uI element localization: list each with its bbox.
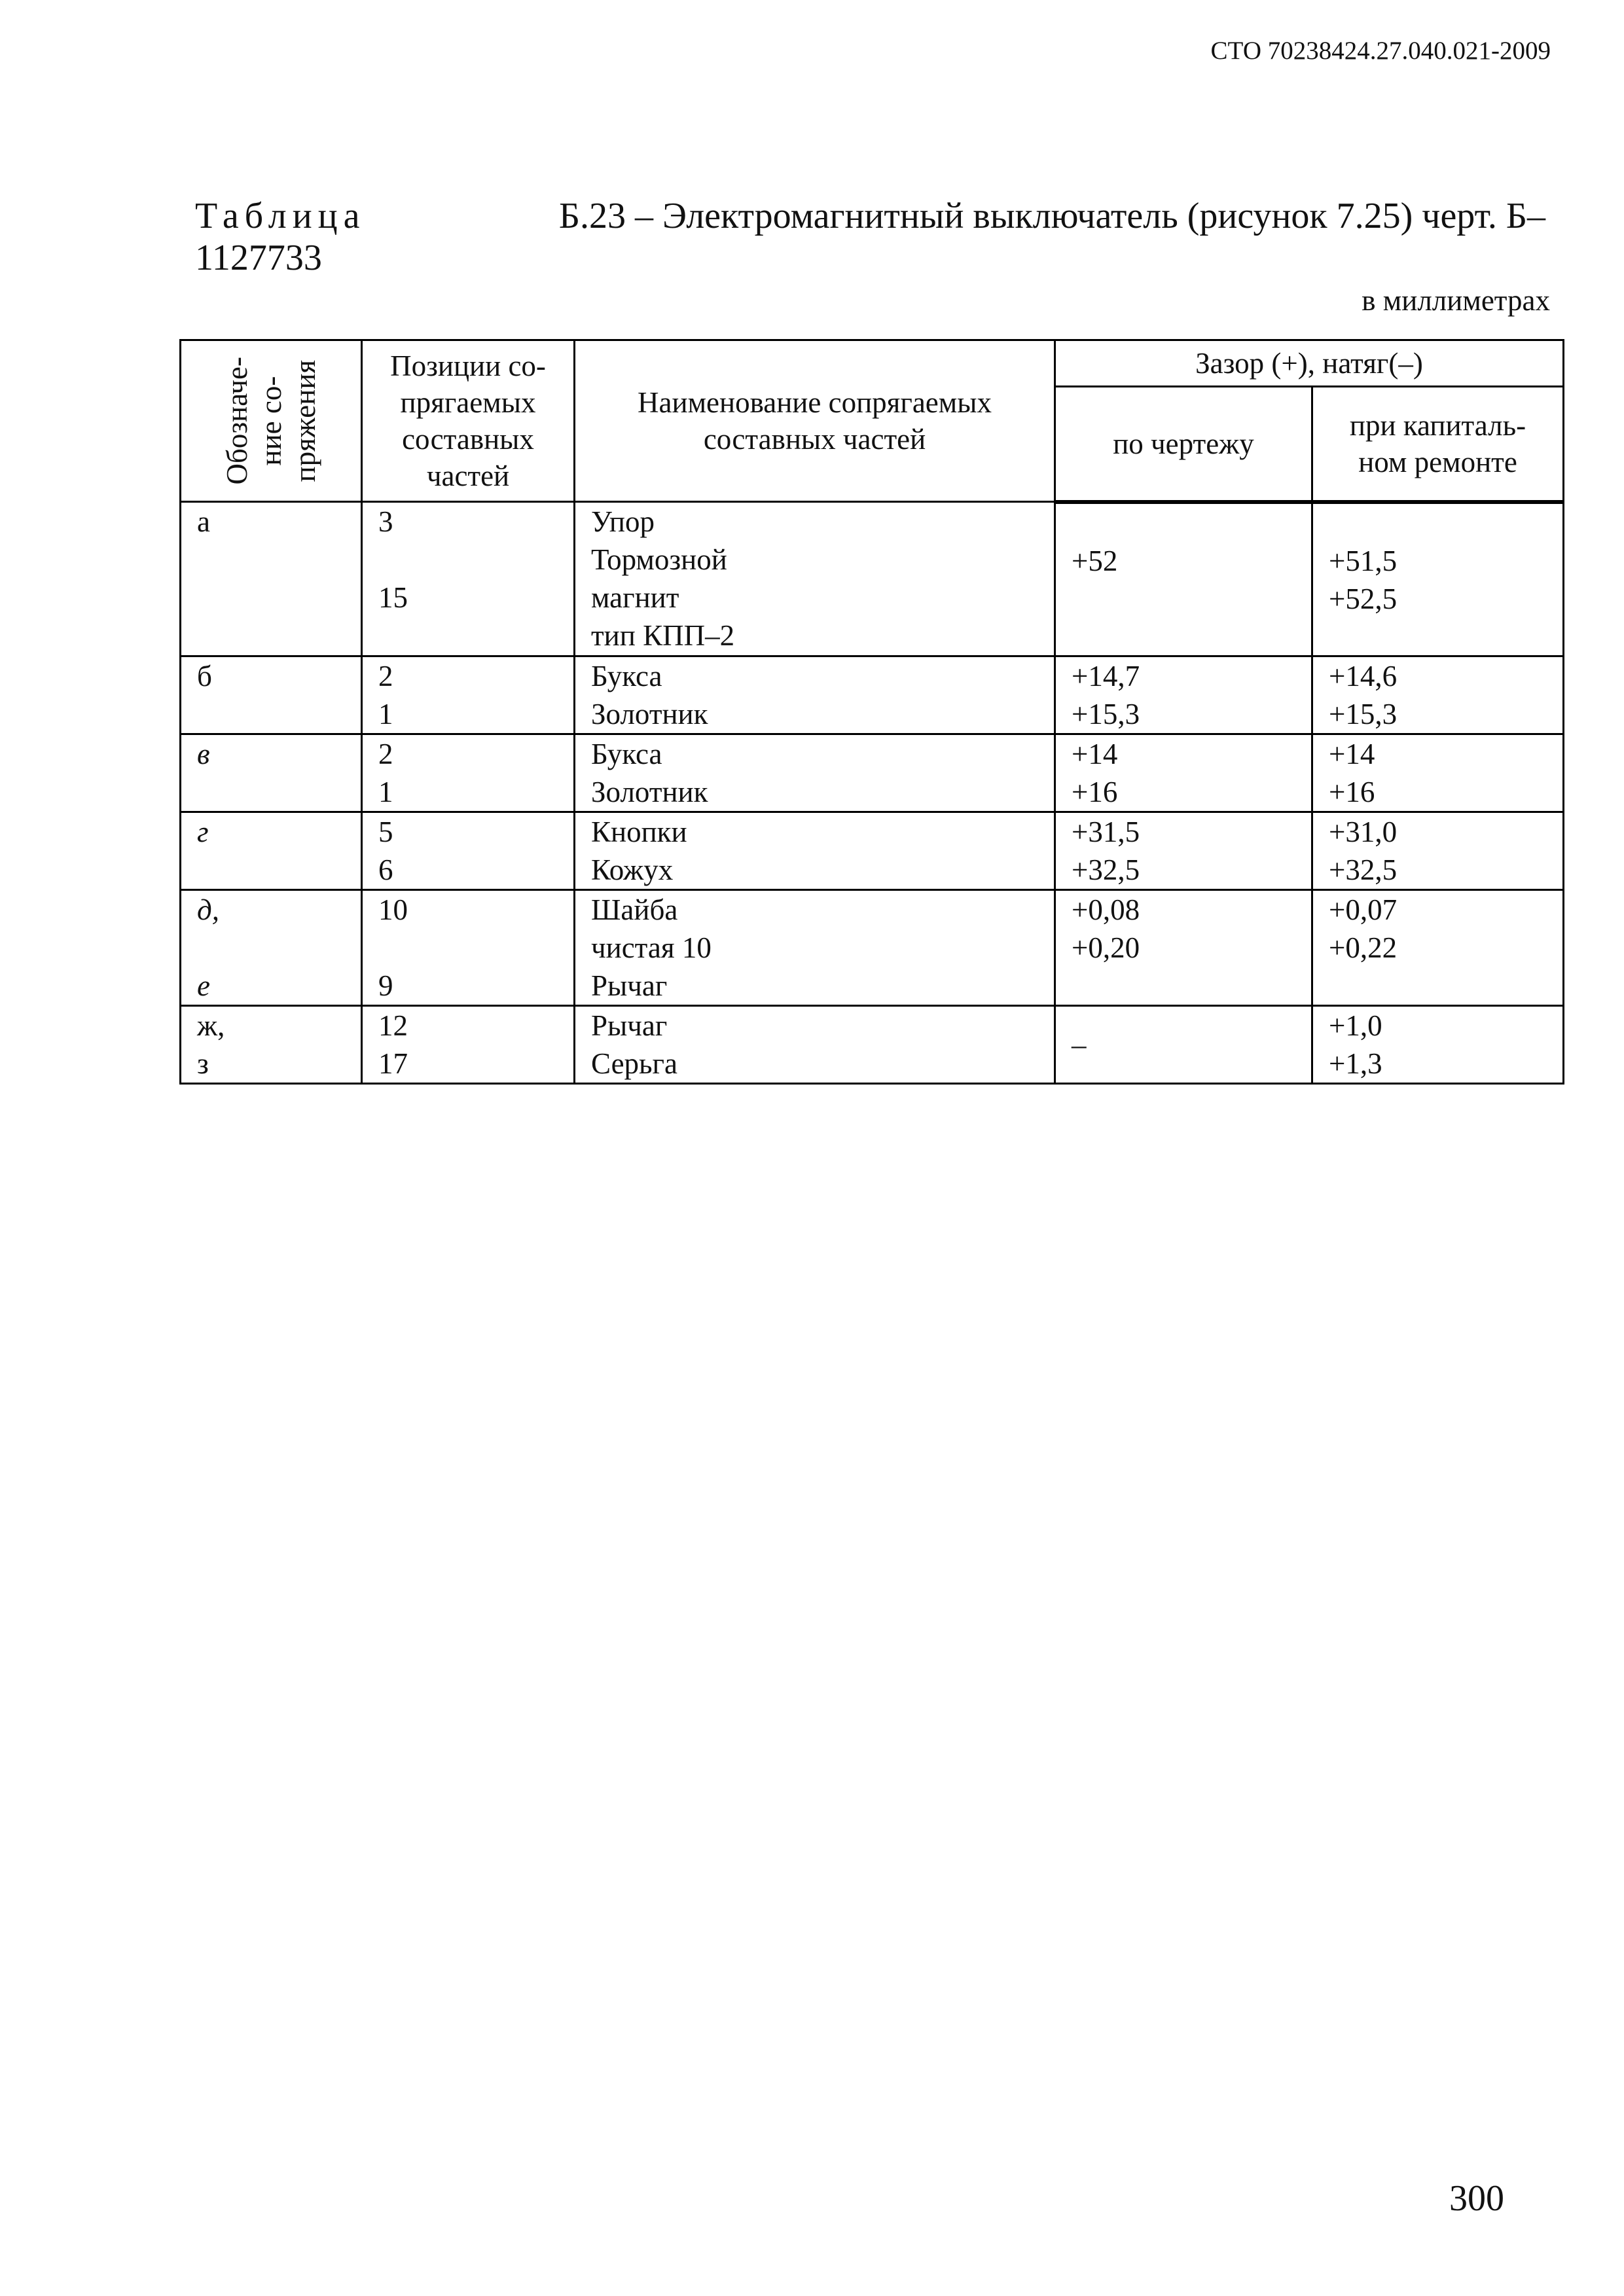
cell-designation: б xyxy=(181,656,362,734)
cell-designation: в xyxy=(181,734,362,812)
header-gap-group: Зазор (+), натяг(–) xyxy=(1055,340,1564,387)
cell-overhaul: +14,6 +15,3 xyxy=(1312,656,1564,734)
cell-by-drawing: +0,08 +0,20 xyxy=(1055,890,1312,1006)
cell-overhaul: +14 +16 xyxy=(1312,734,1564,812)
table-row xyxy=(181,890,1564,1006)
cell-overhaul: +31,0 +32,5 xyxy=(1312,812,1564,890)
cell-by-drawing: +14,7 +15,3 xyxy=(1055,656,1312,734)
cell-designation: г xyxy=(181,812,362,890)
cell-designation: а xyxy=(181,502,362,656)
table-row xyxy=(181,1006,1564,1084)
dimensions-table xyxy=(179,339,1564,1085)
table-caption xyxy=(195,195,1545,279)
header-overhaul: при капиталь- ном ремонте xyxy=(1312,387,1564,502)
cell-positions: 10 9 xyxy=(362,890,575,1006)
table-row xyxy=(181,734,1564,812)
cell-designation: д, е xyxy=(181,890,362,1006)
cell-overhaul: +1,0 +1,3 xyxy=(1312,1006,1564,1084)
cell-overhaul: +51,5 +52,5 xyxy=(1312,502,1564,656)
caption-title-continued: 1127733 xyxy=(195,238,322,278)
cell-by-drawing: +14 +16 xyxy=(1055,734,1312,812)
cell-name: Шайба чистая 10 Рычаг xyxy=(575,890,1055,1006)
cell-designation: ж, з xyxy=(181,1006,362,1084)
cell-name: Рычаг Серьга xyxy=(575,1006,1055,1084)
caption-title: Б.23 – Электромагнитный выключатель (рисунок 7.25) черт. Б– xyxy=(558,196,1545,236)
cell-name: Упор Тормозной магнит тип КПП–2 xyxy=(575,502,1055,656)
cell-name: Букса Золотник xyxy=(575,656,1055,734)
table-row xyxy=(181,812,1564,890)
caption-label: Таблица xyxy=(195,196,366,236)
header-positions: Позиции со- прягаемых составных частей xyxy=(362,340,575,502)
header-by-drawing: по чертежу xyxy=(1055,387,1312,502)
table-row xyxy=(181,502,1564,656)
cell-by-drawing: +52 xyxy=(1055,502,1312,656)
header-designation: Обозначе- ние со- пряжения xyxy=(181,340,362,502)
document-code: СТО 70238424.27.040.021-2009 xyxy=(1210,37,1551,65)
cell-by-drawing: – xyxy=(1055,1006,1312,1084)
cell-overhaul: +0,07 +0,22 xyxy=(1312,890,1564,1006)
cell-name: Кнопки Кожух xyxy=(575,812,1055,890)
cell-positions: 2 1 xyxy=(362,656,575,734)
cell-positions: 2 1 xyxy=(362,734,575,812)
page-number: 300 xyxy=(1449,2178,1504,2219)
table-row xyxy=(181,656,1564,734)
units-note: в миллиметрах xyxy=(1362,284,1550,317)
header-name: Наименование сопрягаемых составных частей xyxy=(575,340,1055,502)
cell-by-drawing: +31,5 +32,5 xyxy=(1055,812,1312,890)
cell-name: Букса Золотник xyxy=(575,734,1055,812)
cell-positions: 5 6 xyxy=(362,812,575,890)
cell-positions: 3 15 xyxy=(362,502,575,656)
cell-positions: 12 17 xyxy=(362,1006,575,1084)
